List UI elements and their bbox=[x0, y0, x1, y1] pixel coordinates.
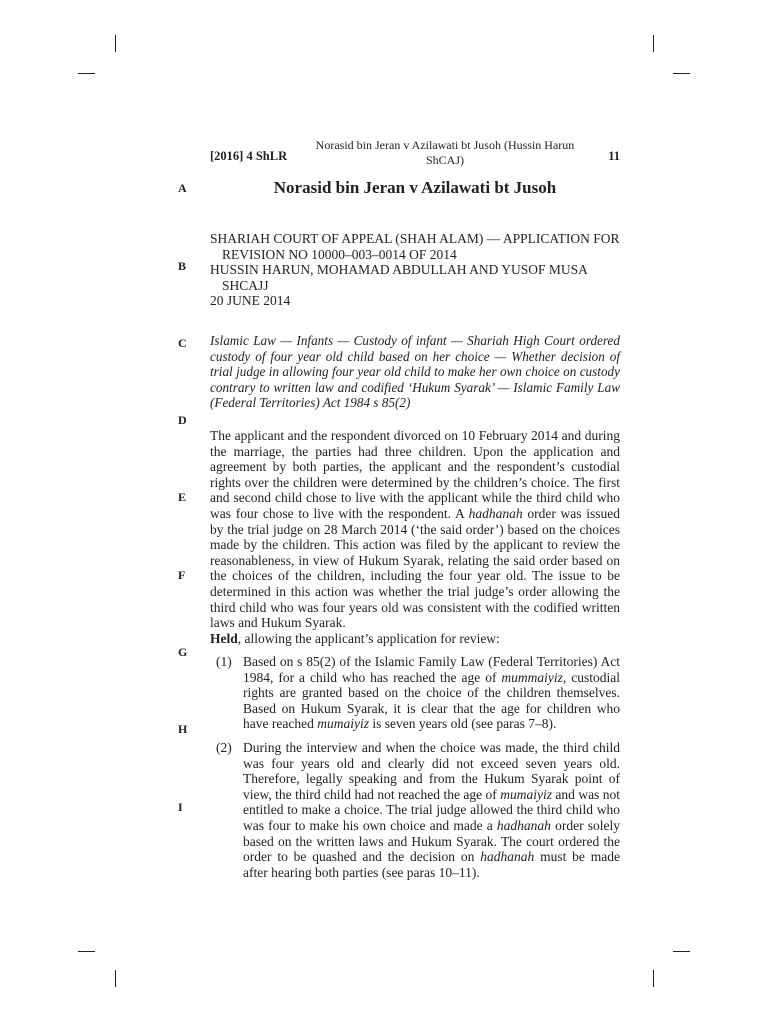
margin-letter: A bbox=[178, 181, 187, 195]
held-item-text: , custodial rights are granted based on the choice of the children themselves. Based on Hukum Syarak, it is clear that the age for children who have reached bbox=[243, 669, 620, 732]
catchwords: Islamic Law — Infants — Custody of infant — Shariah High Court ordered custody of four year old child based on her choice — Whether decision of trial judge in allowing four year old child to make her own choice on custody contrary to written law and codified ‘Hukum Syarak’ — Islamic Family Law (Federal Territories) Act 1984 s 85(2) bbox=[210, 333, 620, 411]
held-item-number: (1) bbox=[216, 654, 232, 669]
case-title: Norasid bin Jeran v Azilawati bt Jusoh bbox=[273, 178, 557, 197]
margin-letter: D bbox=[178, 413, 187, 427]
facts-term: hadhanah bbox=[468, 505, 523, 521]
crop-mark bbox=[653, 35, 654, 52]
judges-line: SHCAJJ bbox=[222, 277, 269, 293]
held-item-term: mumaiyiz bbox=[317, 716, 369, 732]
held-item-term: mummaiyiz bbox=[501, 669, 563, 685]
crop-mark bbox=[673, 73, 690, 74]
judgment-date: 20 JUNE 2014 bbox=[210, 293, 291, 308]
held-item-text: is seven years old (see paras 7–8). bbox=[368, 716, 557, 732]
crop-mark bbox=[115, 35, 116, 52]
held-item bbox=[210, 740, 620, 880]
crop-mark bbox=[78, 73, 95, 74]
held-item-term: mumaiyiz bbox=[500, 786, 552, 802]
margin-letter: E bbox=[178, 490, 187, 504]
facts-text: The applicant and the respondent divorced on 10 February 2014 and during the marriage, the parties had three children. Upon the application and agreement by both parties, the applicant and the respondent’s custodial rights over the children were determined by the children’s choice. The first and second child chose to live with the applicant while the third child who was four chose to live with the respondent. A bbox=[210, 428, 620, 521]
held-item-text: order solely based on the written laws and Hukum Syarak. The court ordered the order to be quashed and the decision on bbox=[243, 817, 621, 865]
crop-mark bbox=[78, 951, 95, 952]
margin-letter: F bbox=[178, 568, 186, 582]
margin-letter: C bbox=[178, 336, 187, 350]
held-item-text: must be made after hearing both parties (see paras 10–11). bbox=[243, 849, 621, 880]
margin-letter: I bbox=[178, 800, 183, 814]
page-number: 11 bbox=[608, 149, 620, 163]
running-header-citation: [2016] 4 ShLR bbox=[210, 149, 288, 163]
held-intro bbox=[210, 631, 620, 647]
margin-letter: G bbox=[178, 645, 188, 659]
crop-mark bbox=[673, 951, 690, 952]
held-item-term: hadhanah bbox=[496, 817, 551, 833]
court-line: SHARIAH COURT OF APPEAL (SHAH ALAM) — APPLICATION FOR bbox=[210, 231, 620, 246]
crop-mark bbox=[115, 970, 116, 987]
held-item-text: Based on s 85(2) of the Islamic Family Law (Federal Territories) Act 1984, for a child who has reached the age of bbox=[243, 654, 620, 685]
margin-letter: B bbox=[178, 259, 187, 273]
held-item-number: (2) bbox=[216, 739, 232, 755]
margin-letter: H bbox=[178, 722, 188, 736]
running-header-case-name: Norasid bin Jeran v Azilawati bt Jusoh (Hussin Harun ShCAJ) bbox=[315, 138, 575, 167]
held-intro-text: , allowing the applicant’s application for review: bbox=[237, 631, 500, 646]
facts-text: order was issued by the trial judge on 28 March 2014 (‘the said order’) based on the choices made by the children. This action was filed by the applicant to review the reasonableness, in view of Hukum Syarak, relating the said order based on the choices of the children, including the four year old. The issue to be determined in this action was whether the trial judge’s order allowing the third child who was four years old was consistent with the codified written laws and Hukum Syarak. bbox=[210, 505, 620, 631]
facts-paragraph bbox=[210, 428, 620, 631]
held-item-term: hadhanah bbox=[480, 849, 535, 865]
court-line: REVISION NO 10000–003–0014 OF 2014 bbox=[222, 246, 457, 262]
held-item bbox=[210, 654, 620, 732]
crop-mark bbox=[653, 970, 654, 987]
held-label: Held bbox=[210, 631, 238, 646]
held-list bbox=[210, 654, 620, 888]
held-item-text: and was not entitled to make a choice. The trial judge allowed the third child who was four to make his own choice and made a bbox=[243, 786, 620, 833]
held-item-text: During the interview and when the choice was made, the third child was four years old and clearly did not exceed seven years old. Therefore, legally speaking and from the Hukum Syarak point of view, the third child had not reached the age of bbox=[243, 739, 620, 802]
judges-line: HUSSIN HARUN, MOHAMAD ABDULLAH AND YUSOF MUSA bbox=[210, 262, 588, 277]
court-block bbox=[210, 231, 620, 309]
